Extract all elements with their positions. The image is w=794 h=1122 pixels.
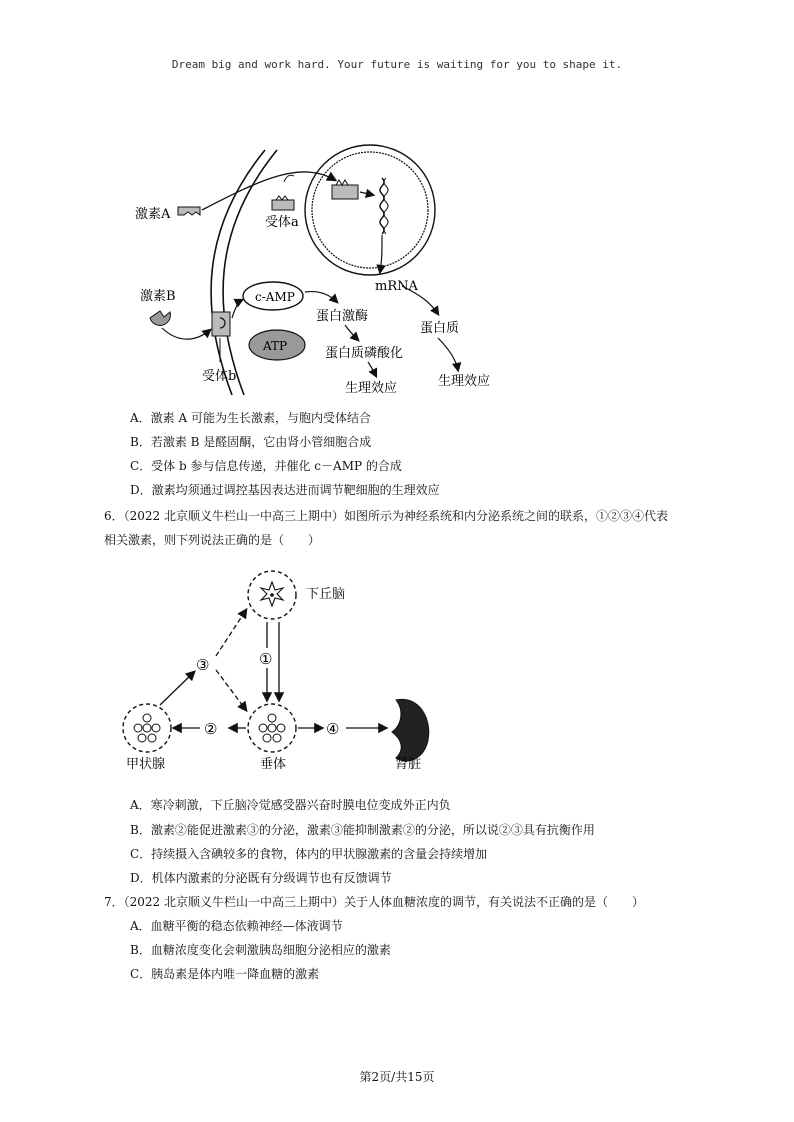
q5-option-d: D．激素均须通过调控基因表达进而调节靶细胞的生理效应 [130, 483, 440, 497]
label-atp: ATP [263, 339, 288, 353]
nucleus-outer [305, 145, 435, 275]
q6-stem-line1: 6．（2022 北京顺义牛栏山一中高三上期中）如图所示为神经系统和内分泌系统之间的联系，①②③④代表 [104, 509, 668, 523]
q7-option-a: A．血糖平衡的稳态依赖神经—体液调节 [130, 919, 343, 933]
hormone-receptor-complex [332, 185, 358, 199]
q6-option-d: D．机体内激素的分泌既有分级调节也有反馈调节 [130, 871, 392, 885]
label-hormone-b: 激素B [140, 289, 176, 304]
label-receptor-a: 受体a [265, 215, 299, 230]
label-hormone-1: ① [259, 650, 273, 668]
q5-option-a: A．激素 A 可能为生长激素，与胞内受体结合 [130, 411, 371, 425]
q7-option-b: B．血糖浓度变化会刺激胰岛细胞分泌相应的激素 [130, 943, 391, 957]
label-hormone-3: ③ [196, 656, 210, 674]
q6-stem-line2: 相关激素，则下列说法正确的是（ ） [104, 533, 321, 547]
label-hormone-2: ② [204, 720, 218, 738]
label-thyroid: 甲状腺 [126, 757, 166, 772]
q6-option-a: A．寒冷刺激，下丘脑冷觉感受器兴奋时膜电位变成外正内负 [130, 798, 451, 812]
thyroid-circle [123, 704, 171, 752]
label-hypothalamus: 下丘脑 [306, 587, 346, 602]
pituitary-cells [259, 714, 285, 742]
hormone-signaling-diagram [120, 140, 540, 395]
arrow-kinase-phosph [345, 325, 358, 340]
label-hormone-a: 激素A [135, 207, 171, 222]
q7-stem-line1: 7．（2022 北京顺义牛栏山一中高三上期中）关于人体血糖浓度的调节，有关说法不正确的是（ ） [104, 895, 644, 909]
arrow-3-hypothalamus [216, 610, 246, 656]
hormone-b-shape [150, 311, 170, 325]
receptor-b-shape [212, 312, 230, 336]
label-kidney: 肾脏 [395, 757, 422, 772]
label-pituitary: 垂体 [260, 757, 287, 772]
q7-option-c: C．胰岛素是体内唯一降血糖的激素 [130, 967, 320, 981]
dna-helix [380, 178, 384, 234]
q5-option-c: C．受体 b 参与信息传递，并催化 c－AMP 的合成 [130, 459, 402, 473]
label-camp: c-AMP [255, 290, 295, 304]
kidney-icon [392, 699, 429, 761]
arrow-to-effect-2 [438, 338, 458, 370]
label-hormone-4: ④ [326, 720, 340, 738]
arrow-thyroid-3 [160, 672, 194, 705]
page-number: 第2页/共15页 [359, 1070, 435, 1084]
thyroid-cells [134, 714, 160, 742]
label-mrna: mRNA [375, 279, 418, 294]
nucleus-inner [312, 152, 428, 268]
arrow-camp-kinase [305, 292, 337, 302]
q5-option-b: B．若激素 B 是醛固酮，它由肾小管细胞合成 [130, 435, 372, 449]
cell-membrane-outer [211, 150, 265, 395]
arrow-hormone-b [162, 328, 210, 339]
label-receptor-b: 受体b [202, 369, 237, 384]
label-protein: 蛋白质 [420, 321, 460, 336]
hormone-a-shape [178, 207, 200, 215]
label-effect-2: 生理效应 [438, 374, 491, 389]
label-protein-kinase: 蛋白激酶 [316, 309, 369, 324]
arrow-to-dna [360, 192, 373, 195]
q6-option-c: C．持续摄入含碘较多的食物，体内的甲状腺激素的含量会持续增加 [130, 847, 488, 861]
arrow-to-camp [232, 300, 242, 318]
label-effect-1: 生理效应 [345, 381, 398, 395]
arrow-3-pituitary [216, 670, 246, 710]
receptor-a-shape [272, 200, 294, 210]
q6-option-b: B．激素②能促进激素③的分泌，激素③能抑制激素②的分泌，所以说②③具有抗衡作用 [130, 823, 595, 837]
page-header-motto: Dream big and work hard. Your future is waiting for you to shape it. [171, 58, 623, 71]
pituitary-circle [248, 704, 296, 752]
arrow-phosph-effect [368, 362, 376, 376]
neuroendocrine-diagram [110, 560, 460, 775]
receptor-a-pointer [284, 175, 294, 182]
label-protein-phosph: 蛋白质磷酸化 [325, 346, 404, 361]
